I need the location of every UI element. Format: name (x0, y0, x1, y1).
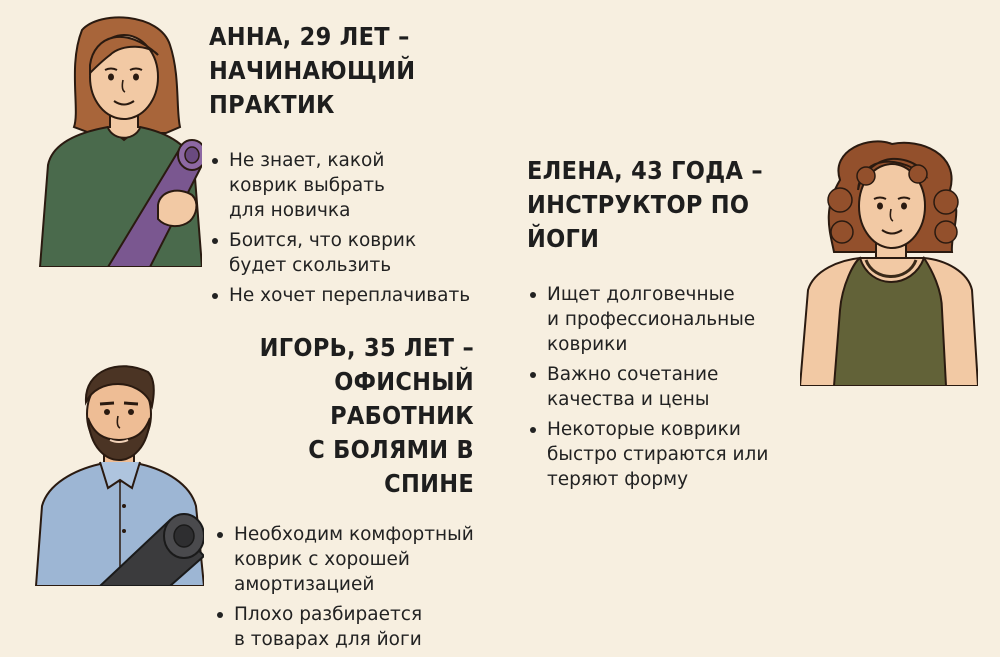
persona-elena (527, 154, 827, 497)
bullet-line: качества и цены (547, 389, 710, 410)
persona-title (527, 154, 827, 256)
bullet-line: для новичка (229, 200, 351, 221)
bullet-item (527, 282, 827, 357)
bullet-line: коврики (547, 334, 628, 355)
bullet-line: и профессиональные (547, 309, 756, 330)
bullet-item (209, 283, 509, 308)
bullet-line: Некоторые коврики (547, 419, 741, 440)
bullet-line: будет скользить (229, 255, 392, 276)
bullet-line: Не знает, какой (229, 150, 385, 171)
persona-title-line: С БОЛЯМИ В СПИНЕ (308, 435, 474, 498)
bullet-item (527, 417, 827, 492)
persona-title-line: АННА, 29 ЛЕТ – (209, 22, 410, 51)
bullet-line: Необходим комфортный (234, 524, 474, 545)
bullet-item (209, 228, 509, 278)
bullet-line: Ищет долговечные (547, 284, 735, 305)
persona-anna (209, 20, 509, 313)
persona-igor (214, 331, 474, 657)
bullet-line: амортизацией (234, 574, 375, 595)
bullet-line: Плохо разбирается (234, 604, 423, 625)
persona-title-line: ИГОРЬ, 35 ЛЕТ – (259, 333, 474, 362)
bullet-line: теряют форму (547, 469, 689, 490)
persona-title-line: ЕЛЕНА, 43 ГОДА – (527, 156, 763, 185)
persona-title (209, 20, 509, 122)
igor-portrait (30, 356, 204, 586)
bullet-item (209, 148, 509, 223)
bullet-line: коврик с хорошей (234, 549, 410, 570)
anna-portrait (30, 15, 202, 267)
bullet-line: в товарах для йоги (234, 629, 422, 650)
bullet-line: быстро стираются или (547, 444, 769, 465)
bullet-item (214, 522, 474, 597)
bullet-line: Боится, что коврик (229, 230, 417, 251)
persona-title-line: ИНСТРУКТОР ПО ЙОГИ (527, 190, 750, 253)
persona-points (527, 282, 827, 492)
bullet-line: Не хочет переплачивать (229, 285, 471, 306)
bullet-line: Важно сочетание (547, 364, 719, 385)
persona-title-line: НАЧИНАЮЩИЙ ПРАКТИК (209, 56, 416, 119)
persona-points (209, 148, 509, 308)
persona-points (214, 522, 474, 652)
persona-title (214, 331, 474, 501)
bullet-item (214, 602, 474, 652)
bullet-line: коврик выбрать (229, 175, 385, 196)
bullet-item (527, 362, 827, 412)
persona-title-line: ОФИСНЫЙ РАБОТНИК (330, 367, 474, 430)
